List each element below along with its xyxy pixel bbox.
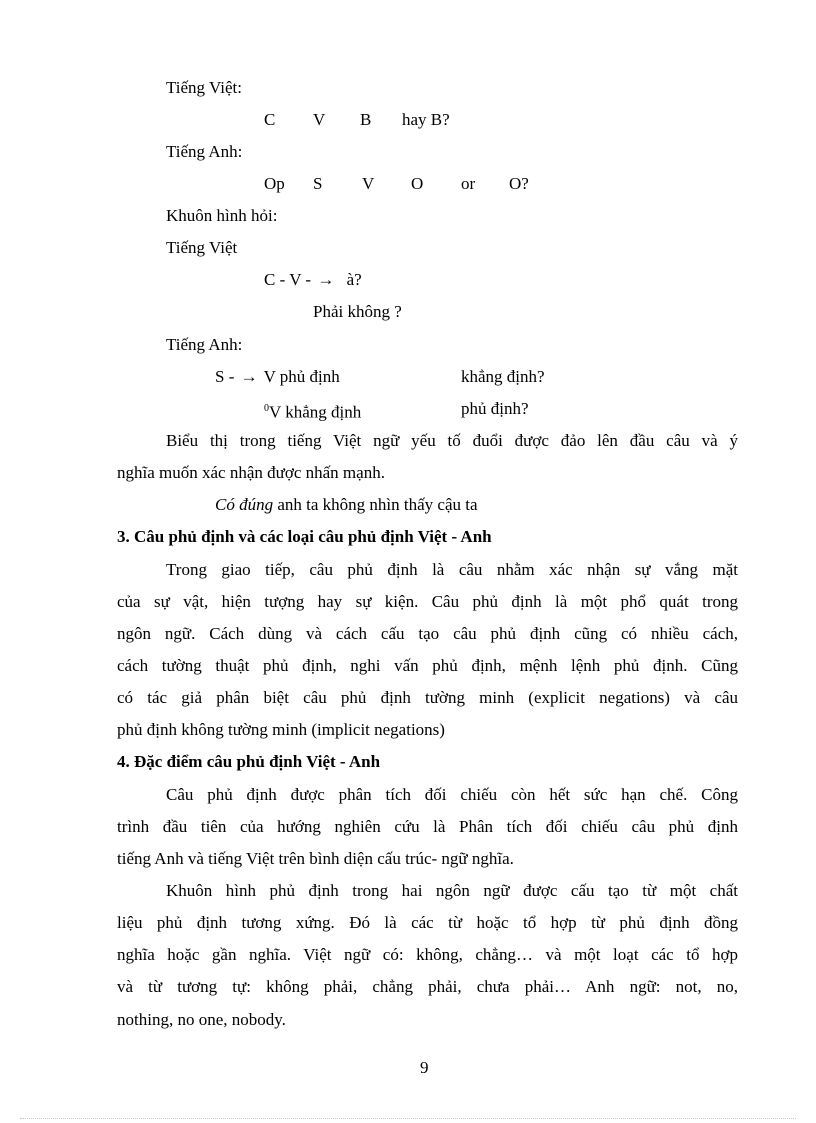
viet-label-2: Tiếng Việt — [166, 238, 238, 257]
para-3-line: trình đầu tiên của hướng nghiên cứu là Phân tích đối chiếu câu phủ định — [117, 817, 738, 836]
pattern-2-s: S — [313, 174, 323, 193]
para-4-line: nghĩa hoặc gần nghĩa. Việt ngữ có: không, chẳng… và một loạt các tổ hợp — [117, 945, 738, 964]
eng-label-2: Tiếng Anh: — [166, 335, 243, 354]
pattern-2-or: or — [461, 174, 476, 193]
pattern-4-v: V phủ định — [263, 367, 340, 386]
para-1-line: Biểu thị trong tiếng Việt ngữ yếu tố đuổi được đảo lên đầu câu và ý — [166, 431, 738, 450]
arrow-right-icon: → — [317, 270, 335, 289]
example-sentence — [215, 494, 478, 516]
example-rest: anh ta không nhìn thấy cậu ta — [273, 495, 478, 514]
para-2-line: có tác giả phân biệt câu phủ định tường minh (explicit negations) và câu — [117, 688, 738, 707]
para-4-line: nothing, no one, nobody. — [117, 1010, 286, 1029]
pattern-4-lead: S - — [215, 367, 235, 386]
pattern-3-lead: C - V - — [264, 270, 312, 289]
khuon-hinh-label: Khuôn hình hỏi: — [166, 206, 278, 225]
pattern-1-tail: hay B? — [402, 110, 450, 129]
para-3-line: tiếng Anh và tiếng Việt trên bình diện cấu trúc- ngữ nghĩa. — [117, 849, 514, 868]
para-3-line: Câu phủ định được phân tích đối chiếu còn hết sức hạn chế. Công — [166, 785, 738, 804]
heading-4: 4. Đặc điểm câu phủ định Việt - Anh — [117, 752, 381, 771]
pattern-5 — [264, 398, 361, 424]
pattern-2-op: Op — [264, 174, 285, 193]
pattern-4 — [215, 366, 340, 388]
pattern-2-o1: O — [411, 174, 424, 193]
arrow-right-icon: → — [240, 367, 258, 386]
para-2-line: cách tường thuật phủ định, nghi vấn phủ định, mệnh lệnh phủ định. Cũng — [117, 656, 738, 675]
para-2-line: Trong giao tiếp, câu phủ định là câu nhằm xác nhận sự vắng mặt — [166, 560, 738, 579]
pattern-2-o2: O? — [509, 174, 529, 193]
page-number: 9 — [420, 1058, 429, 1077]
pattern-5-right: phủ định? — [461, 399, 529, 418]
pattern-5-sup: 0 — [264, 403, 269, 414]
para-4-line: và từ tương tự: không phải, chẳng phải, chưa phải… Anh ngữ: not, no, — [117, 977, 738, 996]
viet-label-1: Tiếng Việt: — [166, 78, 242, 97]
heading-3: 3. Câu phủ định và các loại câu phủ định Việt - Anh — [117, 527, 492, 546]
eng-label-1: Tiếng Anh: — [166, 142, 243, 161]
para-4-line: Khuôn hình phủ định trong hai ngôn ngữ được cấu tạo từ một chất — [166, 881, 738, 900]
pattern-1-b: B — [360, 110, 372, 129]
pattern-4-right: khẳng định? — [461, 367, 545, 386]
pattern-3-b: Phải không ? — [313, 302, 402, 321]
pattern-5-v: V khẳng định — [269, 402, 362, 422]
pattern-3-tail: à? — [346, 270, 362, 289]
para-4-line: liệu phủ định tương xứng. Đó là các từ hoặc tổ hợp từ phủ định đồng — [117, 913, 738, 932]
para-2-line: của sự vật, hiện tượng hay sự kiện. Câu phủ định là một phổ quát trong — [117, 592, 738, 611]
pattern-1-v: V — [313, 110, 326, 129]
example-italic: Có đúng — [215, 495, 274, 514]
para-1-line: nghĩa muốn xác nhận được nhấn mạnh. — [117, 463, 385, 482]
pattern-1-c: C — [264, 110, 276, 129]
para-2-line: ngôn ngữ. Cách dùng và cách cấu tạo câu phủ định cũng có nhiều cách, — [117, 624, 738, 643]
footer-divider — [20, 1118, 796, 1119]
pattern-2-v: V — [362, 174, 375, 193]
pattern-3 — [264, 269, 362, 291]
para-2-line: phủ định không tường minh (implicit negations) — [117, 720, 445, 739]
